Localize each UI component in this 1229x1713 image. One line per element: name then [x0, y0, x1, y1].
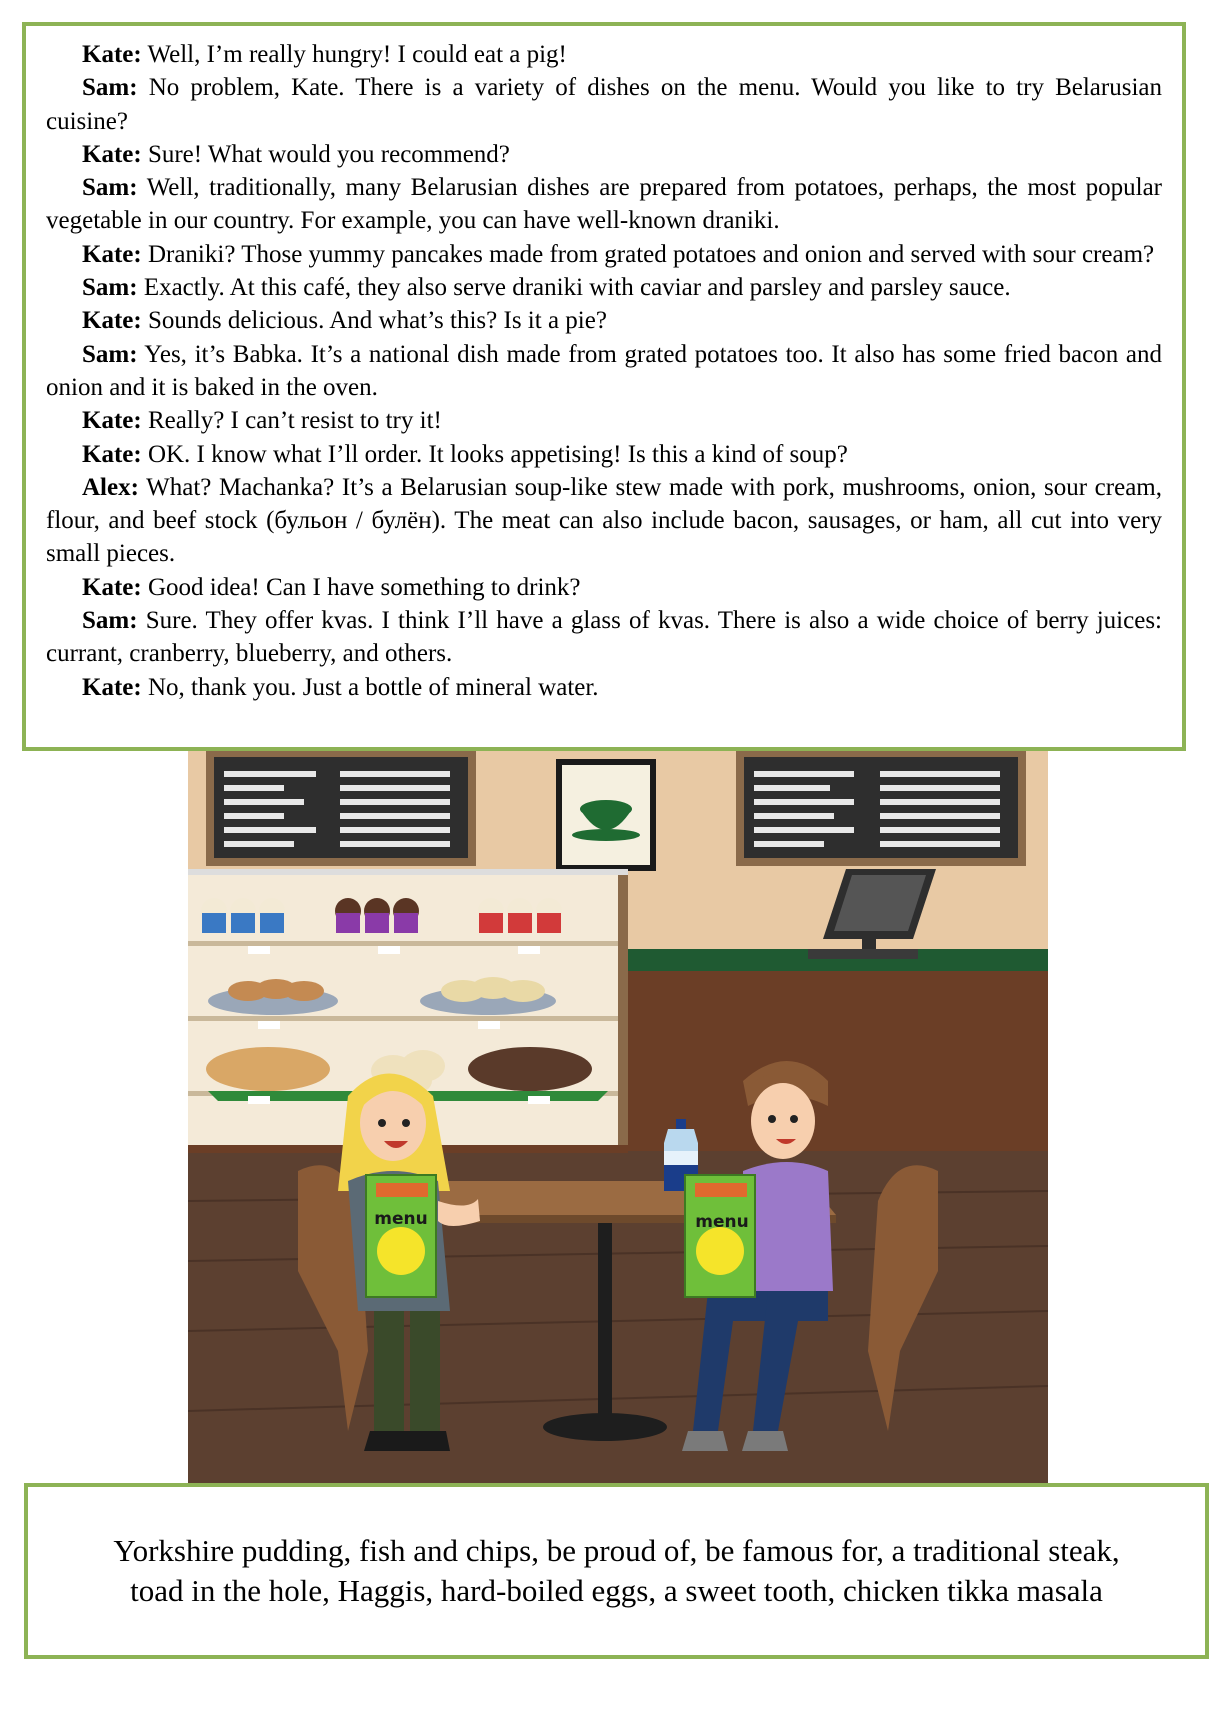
dialogue-box — [22, 22, 1186, 751]
speaker-name: Kate: — [82, 140, 142, 168]
coffee-cup-picture — [556, 759, 656, 871]
menu-card-left — [366, 1175, 436, 1297]
speaker-name: Kate: — [82, 440, 142, 468]
dialogue-line — [46, 404, 1162, 437]
word-list-line: toad in the hole, Haggis, hard-boiled eggs, a sweet tooth, chicken tikka masala — [130, 1573, 1103, 1608]
menu-board-right — [736, 751, 1026, 866]
line-text: Well, I’m really hungry! I could eat a pig! — [147, 41, 567, 68]
line-text: Good idea! Can I have something to drink? — [147, 573, 581, 601]
menu-label-right: menu — [695, 1212, 749, 1232]
speaker-name: Kate: — [82, 407, 142, 435]
word-list — [113, 1531, 1119, 1611]
dialogue-line — [46, 671, 1162, 704]
dialogue-line — [46, 38, 1162, 71]
dialogue-line — [46, 271, 1162, 304]
dialogue-line — [46, 471, 1162, 571]
line-text: OK. I know what I’ll order. It looks appetising! Is this a kind of soup? — [147, 440, 848, 468]
menu-card-right — [685, 1175, 755, 1297]
speaker-name: Sam: — [82, 274, 138, 302]
line-text: Draniki? Those yummy pancakes made from grated potatoes and onion and served with sour cream? — [147, 240, 1155, 268]
speaker-name: Kate: — [82, 41, 142, 68]
dialogue-line — [46, 571, 1162, 604]
cafe-illustration — [188, 751, 1048, 1483]
line-text: Sure. They offer kvas. I think I’ll have a glass of kvas. There is also a wide choice of berry juices: currant, cranberry, blueberry, and others. — [46, 607, 1162, 668]
word-list-box — [24, 1483, 1209, 1659]
speaker-name: Kate: — [82, 307, 142, 335]
line-text: No problem, Kate. There is a variety of dishes on the menu. Would you like to try Belarusian cuisine? — [46, 74, 1162, 135]
line-text: Well, traditionally, many Belarusian dishes are prepared from potatoes, perhaps, the most popular vegetable in our country. For example, you can have well-known draniki. — [46, 174, 1162, 235]
speaker-name: Kate: — [82, 673, 142, 701]
menu-board-left — [206, 751, 476, 866]
speaker-name: Sam: — [82, 607, 138, 635]
speaker-name: Sam: — [82, 340, 138, 368]
speaker-name: Alex: — [82, 473, 139, 501]
dialogue-line — [46, 338, 1162, 405]
speaker-name: Sam: — [82, 174, 138, 202]
dialogue-line — [46, 304, 1162, 337]
line-text: What? Machanka? It’s a Belarusian soup-like stew made with pork, mushrooms, onion, sour cream, flour, and beef stock (бульон / булён). The meat can also include bacon, sausages, or ham, all cut into very small pieces. — [46, 473, 1162, 568]
word-list-line: Yorkshire pudding, fish and chips, be proud of, be famous for, a traditional steak, — [113, 1533, 1120, 1568]
line-text: Really? I can’t resist to try it! — [147, 407, 442, 435]
dialogue-line — [46, 171, 1162, 238]
speaker-name: Sam: — [82, 74, 138, 102]
dialogue-line — [46, 238, 1162, 271]
dialogue-line — [46, 71, 1162, 138]
line-text: Yes, it’s Babka. It’s a national dish made from grated potatoes too. It also has some fried bacon and onion and it is baked in the oven. — [46, 340, 1162, 401]
dialogue-line — [46, 138, 1162, 171]
dialogue-line — [46, 604, 1162, 671]
line-text: No, thank you. Just a bottle of mineral water. — [147, 673, 599, 701]
speaker-name: Kate: — [82, 240, 142, 268]
menu-label-left: menu — [374, 1209, 428, 1229]
line-text: Sure! What would you recommend? — [147, 140, 510, 168]
line-text: Sounds delicious. And what’s this? Is it a pie? — [147, 307, 607, 335]
dialogue-line — [46, 438, 1162, 471]
speaker-name: Kate: — [82, 573, 142, 601]
line-text: Exactly. At this café, they also serve draniki with caviar and parsley and parsley sauce. — [143, 274, 1011, 302]
